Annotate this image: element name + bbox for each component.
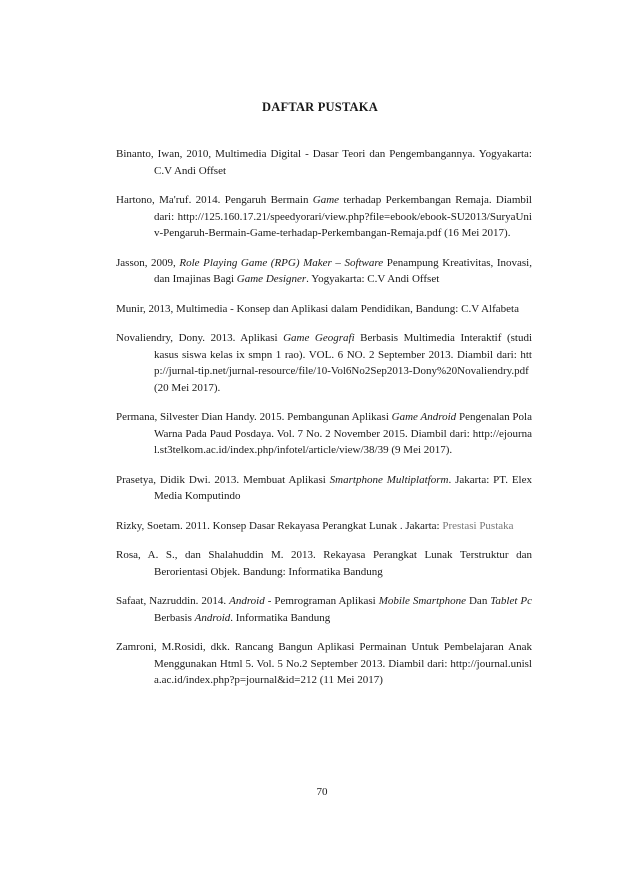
- reference-italic-text: Role Playing Game (RPG) Maker – Software: [179, 256, 384, 269]
- reference-text: Jasson, 2009,: [116, 256, 180, 269]
- reference-italic-text: Mobile Smartphone: [378, 595, 467, 607]
- reference-text: . Informatika Bandung: [230, 611, 331, 624]
- reference-url: http://125.160.17.21/speedyorari/view.php?file=ebook/ebook-SU2013/SuryaUniv-Pengaruh-Bermain-Game-terhadap-Perkembangan-Remaja.pdf: [154, 210, 532, 239]
- reference-entry: [116, 192, 532, 242]
- reference-text: Prasetya, Didik Dwi. 2013. Membuat Aplikasi: [116, 473, 330, 486]
- reference-text: . Jakarta: PT. Elex Media Komputindo: [154, 473, 532, 502]
- reference-text: (20 Mei 2017).: [154, 381, 221, 394]
- reference-text: Berbasis: [154, 611, 195, 624]
- reference-entry: [116, 255, 532, 288]
- reference-text: (9 Mei 2017).: [388, 444, 453, 456]
- reference-entry: [116, 330, 532, 396]
- reference-list: [116, 146, 532, 702]
- reference-entry: [116, 146, 532, 179]
- reference-text: - Pemrograman Aplikasi: [264, 595, 379, 607]
- reference-text: terhadap Perkembangan Remaja. Diambil dari:: [154, 194, 532, 223]
- reference-text: Hartono, Ma'ruf. 2014. Pengaruh Bermain: [116, 194, 313, 206]
- reference-text: (11 Mei 2017): [317, 674, 383, 686]
- reference-italic-text: Android: [194, 611, 231, 624]
- reference-text: Pengenalan Pola Warna Pada Paud Posdaya. Vol. 7 No. 2 November 2015. Diambil dari:: [154, 411, 532, 440]
- reference-italic-text: Android: [229, 595, 265, 607]
- reference-entry: [116, 547, 532, 580]
- reference-url: http://jurnal-tip.net/jurnal-resource/file/10-Vol6No2Sep2013-Dony%20Novaliendry.pdf: [154, 348, 532, 377]
- reference-entry: [116, 409, 532, 459]
- reference-entry: [116, 593, 532, 626]
- reference-publisher: Prestasi Pustaka: [442, 519, 514, 532]
- reference-italic-text: Game Designer: [236, 273, 307, 285]
- reference-entry: [116, 518, 532, 535]
- reference-text: Penampung Kreativitas, Inovasi, dan Imajinas Bagi: [154, 256, 532, 285]
- reference-url: http://ejournal.st3telkom.ac.id/index.php/infotel/article/view/38/39: [154, 427, 532, 456]
- reference-text: Permana, Silvester Dian Handy. 2015. Pembangunan Aplikasi: [116, 411, 392, 423]
- reference-text: Dan: [466, 595, 491, 607]
- reference-italic-text: Game: [312, 194, 340, 206]
- reference-text: Rizky, Soetam. 2011. Konsep Dasar Rekayasa Perangkat Lunak . Jakarta:: [116, 519, 443, 532]
- reference-text: Binanto, Iwan, 2010, Multimedia Digital - Dasar Teori dan Pengembangannya. Yogyakarta: C.V Andi Offset: [116, 148, 532, 177]
- page-title: DAFTAR PUSTAKA: [262, 100, 378, 115]
- reference-url: http://journal.unisla.ac.id/index.php?p=journal&id=212: [154, 657, 532, 686]
- reference-text: Munir, 2013, Multimedia - Konsep dan Aplikasi dalam Pendidikan, Bandung: C.V Alfabeta: [116, 302, 519, 315]
- reference-entry: [116, 472, 532, 505]
- reference-italic-text: Smartphone Multiplatform: [329, 473, 449, 486]
- reference-entry: [116, 639, 532, 689]
- reference-entry: [116, 301, 532, 318]
- reference-text: Zamroni, M.Rosidi, dkk. Rancang Bangun Aplikasi Permainan Untuk Pembelajaran Anak Menggunakan Html 5. Vol. 5 No.2 September 2013. Diambil dari:: [116, 641, 532, 670]
- reference-text: (16 Mei 2017).: [441, 227, 511, 239]
- reference-text: Safaat, Nazruddin. 2014.: [116, 595, 230, 607]
- reference-text: Novaliendry, Dony. 2013. Aplikasi: [116, 332, 284, 344]
- reference-italic-text: Game Android: [391, 411, 457, 423]
- reference-text: Rosa, A. S., dan Shalahuddin M. 2013. Rekayasa Perangkat Lunak Terstruktur dan Berorientasi Objek. Bandung: Informatika Bandung: [116, 549, 532, 578]
- reference-text: . Yogyakarta: C.V Andi Offset: [306, 273, 440, 285]
- reference-italic-text: Game Geografi: [283, 332, 355, 344]
- reference-text: Berbasis Multimedia Interaktif (studi kasus siswa kelas ix smpn 1 rao). VOL. 6 NO. 2 September 2013. Diambil dari:: [154, 332, 533, 361]
- reference-italic-text: Tablet Pc: [490, 595, 532, 607]
- page-number: 70: [316, 786, 328, 798]
